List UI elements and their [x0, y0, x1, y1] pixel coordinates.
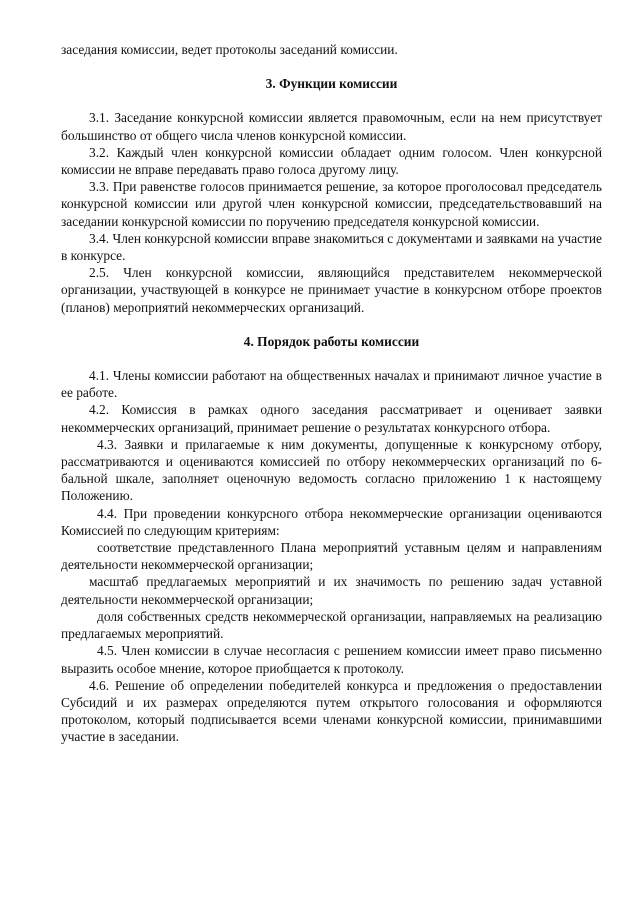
paragraph-3-2: 3.2. Каждый член конкурсной комиссии обладает одним голосом. Член конкурсной комиссии не вправе передавать право голоса другому лицу. [61, 144, 602, 178]
paragraph-4-1: 4.1. Члены комиссии работают на общественных началах и принимают личное участие в ее работе. [61, 368, 602, 401]
paragraph-3-1: 3.1. Заседание конкурсной комиссии является правомочным, если на нем присутствует большинство от общего числа членов конкурсной комиссии. [61, 110, 602, 143]
criterion-1: соответствие представленного Плана мероприятий уставным целям и направлениям деятельности некоммерческой организации; [61, 540, 602, 573]
criterion-3: доля собственных средств некоммерческой организации, направляемых на реализацию предлагаемых мероприятий. [61, 608, 602, 642]
paragraph-4-5: 4.5. Член комиссии в случае несогласия с решением комиссии имеет право письменно выразить особое мнение, которое приобщается к протоколу. [61, 643, 602, 676]
paragraph-3-4: 3.4. Член конкурсной комиссии вправе знакомиться с документами и заявками на участие в конкурсе. [61, 230, 602, 264]
paragraph-4-2: 4.2. Комиссия в рамках одного заседания рассматривает и оценивает заявки некоммерческих организаций, принимает решение о результатах конкурсного отбора. [61, 402, 602, 435]
criterion-2: масштаб предлагаемых мероприятий и их значимость по решению задач уставной деятельности некоммерческой организации; [61, 574, 602, 607]
paragraph-2-5: 2.5. Член конкурсной комиссии, являющийся представителем некоммерческой организации, участвующей в конкурсе не принимает участие в конкурсном отборе проектов (планов) мероприятий некоммерческих организаций. [61, 265, 602, 315]
paragraph-4-3: 4.3. Заявки и прилагаемые к ним документы, допущенные к конкурсному отбору, рассматриваются и оцениваются комиссией по отбору некоммерческих организаций по 6-бальной шкале, заполняет оценочную ведомость согласно приложению 1 к настоящему Положению. [61, 436, 602, 504]
document-page [61, 41, 602, 746]
paragraph-4-4: 4.4. При проведении конкурсного отбора некоммерческие организации оцениваются Комиссией по следующим критериям: [61, 505, 602, 538]
paragraph-3-3: 3.3. При равенстве голосов принимается решение, за которое проголосовал председатель конкурсной комиссии или другой член конкурсной комиссии, председательствовавший на заседании конкурсной комиссии по поручению председателя конкурсной комиссии. [61, 179, 602, 229]
section-4-heading: 4. Порядок работы комиссии [243, 333, 420, 349]
intro-line: заседания комиссии, ведет протоколы заседаний комиссии. [61, 42, 398, 57]
section-3-heading: 3. Функции комиссии [265, 76, 398, 92]
paragraph-4-6: 4.6. Решение об определении победителей конкурса и предложения о предоставлении Субсидий и их размерах определяются путем открытого голосования и оформляются протоколом, который подписывается всеми членами конкурсной комиссии, принимавшими участие в заседании. [61, 677, 602, 745]
